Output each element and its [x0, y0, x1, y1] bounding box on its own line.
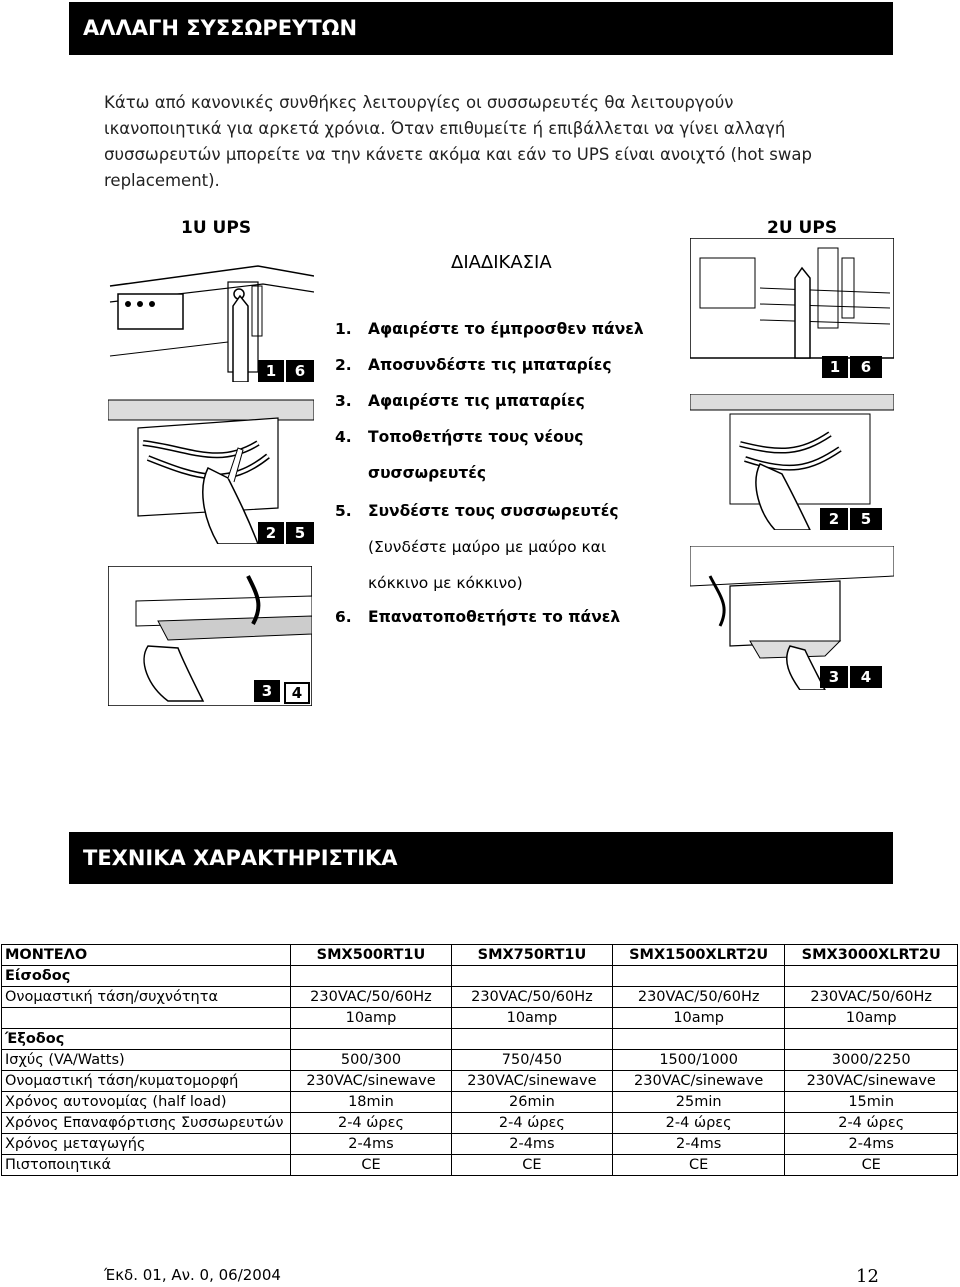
row-label: Έξοδος [2, 1029, 291, 1050]
step-text: Επανατοποθετήστε το πάνελ [368, 608, 621, 626]
table-row [2, 1029, 958, 1050]
intro-line: ικανοποιητικά για αρκετά χρόνια. Όταν επιθυμείτε ή επιβάλλεται να γίνει αλλαγή [104, 119, 786, 138]
step-item [335, 356, 612, 374]
step-text: συσσωρευτές [368, 464, 487, 482]
step-number: 4. [335, 428, 352, 446]
table-row [2, 1155, 958, 1176]
step-text: Τοποθετήστε τους νέους [368, 428, 584, 446]
step-text: κόκκινο με κόκκινο) [368, 574, 523, 592]
step-number: 2. [335, 356, 352, 374]
step-badge: 5 [286, 522, 314, 544]
header-cell: SMX3000XLRT2U [785, 945, 958, 966]
procedure-title: ΔΙΑΔΙΚΑΣΙΑ [451, 252, 552, 273]
step-item [335, 608, 620, 626]
step-number: 1. [335, 320, 352, 338]
intro-line: Κάτω από κανονικές συνθήκες λειτουργίες οι συσσωρευτές θα λειτουργούν [104, 93, 734, 112]
table-cell: 25min [612, 1092, 785, 1113]
table-cell: 230VAC/50/60Hz [451, 987, 612, 1008]
step-badge: 4 [284, 682, 310, 704]
table-row [2, 1008, 958, 1029]
table-cell: 18min [291, 1092, 452, 1113]
step-badge: 4 [850, 666, 882, 688]
figure-1u-disconnect-battery [108, 398, 314, 544]
table-cell [291, 966, 452, 987]
table-cell: 26min [451, 1092, 612, 1113]
table-header-row [2, 945, 958, 966]
header-cell: ΜΟΝΤΕΛΟ [2, 945, 291, 966]
table-cell: 230VAC/sinewave [451, 1071, 612, 1092]
step-item [335, 502, 619, 520]
table-cell: 15min [785, 1092, 958, 1113]
step-text: (Συνδέστε μαύρο με μαύρο και [368, 538, 607, 556]
row-label: Ονομαστική τάση/κυματομορφή [2, 1071, 291, 1092]
table-row [2, 1134, 958, 1155]
figure-2u-disconnect-battery [690, 394, 894, 530]
header-cell: SMX750RT1U [451, 945, 612, 966]
row-label: Ισχύς (VA/Watts) [2, 1050, 291, 1071]
step-badge: 2 [820, 508, 848, 530]
section-title-battery-replacement: ΑΛΛΑΓΗ ΣΥΣΣΩΡΕΥΤΩΝ [69, 2, 893, 55]
step-number: 6. [335, 608, 352, 626]
table-row [2, 1071, 958, 1092]
specs-table [1, 944, 958, 1176]
table-cell: 230VAC/sinewave [291, 1071, 452, 1092]
table-cell: 230VAC/sinewave [785, 1071, 958, 1092]
row-label: Πιστοποιητικά [2, 1155, 291, 1176]
header-cell: SMX500RT1U [291, 945, 452, 966]
table-cell: 10amp [291, 1008, 452, 1029]
step-note [368, 538, 606, 556]
table-cell: 3000/2250 [785, 1050, 958, 1071]
intro-line: συσσωρευτών μπορείτε να την κάνετε ακόμα και εάν το UPS είναι ανοιχτό (hot swap [104, 145, 812, 164]
table-cell: CE [785, 1155, 958, 1176]
table-cell: 2-4ms [785, 1134, 958, 1155]
table-cell: 2-4ms [451, 1134, 612, 1155]
table-cell [785, 966, 958, 987]
table-cell: CE [612, 1155, 785, 1176]
table-cell [612, 1029, 785, 1050]
table-cell: 2-4 ώρες [785, 1113, 958, 1134]
table-cell [291, 1029, 452, 1050]
header-cell: SMX1500XLRT2U [612, 945, 785, 966]
table-cell [451, 966, 612, 987]
table-cell: 500/300 [291, 1050, 452, 1071]
intro-paragraph [104, 90, 864, 194]
step-note [368, 574, 523, 592]
step-item [335, 320, 644, 338]
step-item [335, 428, 583, 446]
step-badge: 3 [254, 680, 280, 702]
row-label: Χρόνος Επαναφόρτισης Συσσωρευτών [2, 1113, 291, 1134]
row-label: Ονομαστική τάση/συχνότητα [2, 987, 291, 1008]
table-cell [451, 1029, 612, 1050]
row-label: Χρόνος μεταγωγής [2, 1134, 291, 1155]
step-badge: 1 [258, 360, 284, 382]
step-badge: 1 [822, 356, 848, 378]
table-cell: 2-4 ώρες [291, 1113, 452, 1134]
step-text: Αφαιρέστε τις μπαταρίες [368, 392, 585, 410]
table-row [2, 987, 958, 1008]
label-1u-ups: 1U UPS [181, 218, 252, 238]
table-cell: 10amp [785, 1008, 958, 1029]
table-cell: 1500/1000 [612, 1050, 785, 1071]
table-cell: 750/450 [451, 1050, 612, 1071]
figure-2u-remove-panel [690, 238, 894, 380]
table-row [2, 966, 958, 987]
table-cell: CE [451, 1155, 612, 1176]
table-cell [612, 966, 785, 987]
table-cell: 230VAC/50/60Hz [785, 987, 958, 1008]
table-cell: 2-4 ώρες [612, 1113, 785, 1134]
table-cell: 230VAC/50/60Hz [612, 987, 785, 1008]
step-badge: 6 [850, 356, 882, 378]
table-cell: 230VAC/sinewave [612, 1071, 785, 1092]
page-number: 12 [856, 1266, 879, 1287]
table-cell: 2-4ms [612, 1134, 785, 1155]
table-cell: 10amp [612, 1008, 785, 1029]
row-label: Είσοδος [2, 966, 291, 987]
step-number: 3. [335, 392, 352, 410]
table-cell: 230VAC/50/60Hz [291, 987, 452, 1008]
step-text: Αποσυνδέστε τις μπαταρίες [368, 356, 612, 374]
figure-1u-remove-battery [108, 566, 312, 706]
row-label: Χρόνος αυτονομίας (half load) [2, 1092, 291, 1113]
step-badge: 2 [258, 522, 284, 544]
illustration-1u-battery-slide [108, 566, 312, 706]
table-cell: 10amp [451, 1008, 612, 1029]
figure-2u-remove-battery [690, 546, 894, 690]
step-badge: 5 [850, 508, 882, 530]
figure-1u-remove-panel [108, 246, 314, 382]
step-continuation [368, 464, 486, 482]
step-badge: 3 [820, 666, 848, 688]
step-text: Αφαιρέστε το έμπροσθεν πάνελ [368, 320, 644, 338]
table-cell: 2-4 ώρες [451, 1113, 612, 1134]
table-cell: CE [291, 1155, 452, 1176]
step-number: 5. [335, 502, 352, 520]
row-label [2, 1008, 291, 1029]
table-cell: 2-4ms [291, 1134, 452, 1155]
section-title-specifications: ΤΕΧΝΙΚΑ ΧΑΡΑΚΤΗΡΙΣΤΙΚΑ [69, 832, 893, 884]
table-row [2, 1113, 958, 1134]
step-item [335, 392, 585, 410]
label-2u-ups: 2U UPS [767, 218, 838, 238]
table-row [2, 1092, 958, 1113]
intro-line: replacement). [104, 171, 220, 190]
step-badge: 6 [286, 360, 314, 382]
step-text: Συνδέστε τους συσσωρευτές [368, 502, 619, 520]
table-row [2, 1050, 958, 1071]
footer-edition: Έκδ. 01, Αν. 0, 06/2004 [104, 1266, 281, 1284]
table-cell [785, 1029, 958, 1050]
